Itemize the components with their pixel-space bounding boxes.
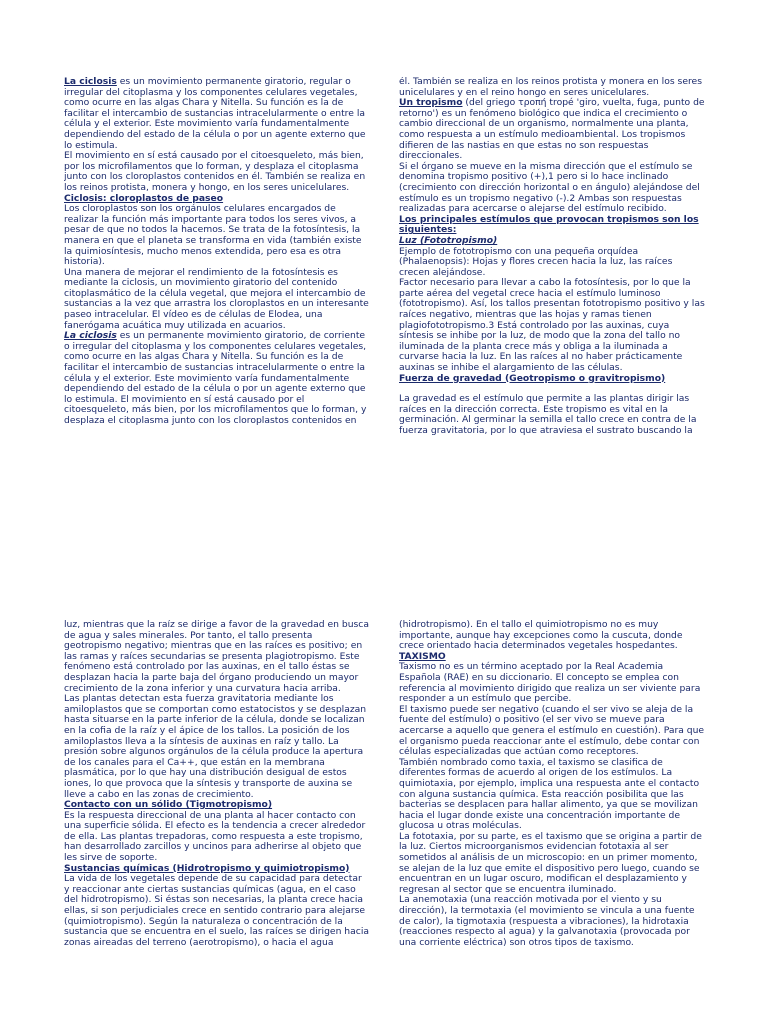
paragraph: La vida de los vegetales depende de su capacidad para detectar y reaccionar ante ciertas sustancias químicas (agua, en el caso del hidrotropismo). Si éstas son necesarias, la planta crece hacia ellas, si son perjudiciales crece en sentido contrario para alejarse (quimiotropismo). Según la naturaleza o concentración de la sustancia que se encuentra en el suelo, las raíces se dirigen hacia zonas aireadas del terreno (aerotropismo), o hacia el agua [64,873,369,948]
page1-left-column [64,77,369,449]
paragraph: él. También se realiza en los reinos protista y monera en los seres unicelulares y en el reino hongo en seres unicelulares. [399,77,702,98]
page2-left-column [64,620,369,965]
paragraph: Una manera de mejorar el rendimiento de la fotosíntesis es mediante la ciclosis, un movimiento giratorio del contenido citoplasmático de la célula vegetal, que mejora el intercambio de sustancias a la vez que arrastra los cloroplastos en un interesante paseo intracelular. El vídeo es de células de Elodea, una fanerógama acuática muy utilizada en acuarios. [64,266,369,331]
page1-right-column [399,77,705,457]
paragraph-text: es un movimiento permanente giratorio, regular o irregular del citoplasma y los componentes celulares vegetales, como ocurre en las algas Chara y Nitella. Su función es la de facilitar el intercambio de sustancias intracelularmente o entre la célula y el exterior. Este movimiento varía fundamentalmente dependiendo del estado de la célula o por un agente externo que lo estimula. [64,77,366,151]
paragraph: Las plantas detectan esta fuerza gravitatoria mediante los amiloplastos que se comportan como estatocistos y se desplazan hasta situarse en la parte inferior de la célula, donde se localizan en la cofia de la raíz y el ápice de los tallos. La posición de los amiloplastos lleva a la síntesis de auxinas en raíz y tallo. La presión sobre algunos orgánulos de la célula produce la apertura de los canales para el Ca++, que están en la membrana plasmática, por lo que hay una distribución desigual de estos iones, lo que provoca que la síntesis y transporte de auxina se lleve a cabo en las zonas de crecimiento. [64,693,367,800]
paragraph-text: (del griego τροπή tropé 'giro, vuelta, fuga, punto de retorno') es un fenómeno biológico que indica el crecimiento o cambio direccional de un organismo, normalmente una planta, como respuesta a un estímulo medioambiental. Los tropismos difieren de las nastias en que estas no son respuestas direccionales. [399,97,705,162]
section-heading: Sustancias químicas (Hidrotropismo y quimiotropismo) [64,862,350,874]
section-heading: Ciclosis: cloroplastos de paseo [64,192,224,204]
paragraph: La anemotaxia (una reacción motivada por el viento y su dirección), la termotaxia (el movimiento se vincula a una fuente de calor), la tigmotaxia (respuesta a vibraciones), la hidrotaxia (reacciones respecto al agua) y la galvanotaxia (provocada por una corriente eléctrica) son otros tipos de taxismo. [399,894,695,948]
paragraph [64,331,369,426]
term-ciclosis: La ciclosis [64,77,117,87]
paragraph: luz, mientras que la raíz se dirige a favor de la gravedad en busca de agua y sales minerales. Por tanto, el tallo presenta geotropismo negativo; mientras que en las raíces es positivo; en las ramas y raíces secundarias se presenta plagiotropismo. Este fenómeno está controlado por las auxinas, en el tallo éstas se desplazan hacia la parte baja del órgano produciendo un mayor crecimiento de la zona inferior y una curvatura hacia arriba. [64,620,369,694]
paragraph: También nombrado como taxia, el taxismo se clasifica de diferentes formas de acuerdo al origen de los estímulos. La quimiotaxia, por ejemplo, implica una respuesta ante el contacto con alguna sustancia química. Esta reacción posibilita que las bacterias se desplacen para hallar alimento, ya que se movilizan hacia el lugar donde existe una concentración importante de glucosa u otras moléculas. [399,756,700,832]
section-heading: Contacto con un sólido (Tigmotropismo) [64,799,273,811]
paragraph: Los cloroplastos son los orgánulos celulares encargados de realizar la función más importante para todos los seres vivos, a pesar de que no todos la hacemos. Se trata de la fotosíntesis, la manera en que el planeta se transforma en vida (también existe la quimiosíntesis, mucho menos extendida, pero esa es otra historia). [64,203,362,268]
paragraph: Ejemplo de fototropismo con una pequeña orquídea (Phalaenopsis): Hojas y flores crecen hacia la luz, las raíces crecen alejándose. [399,245,673,278]
paragraph: El movimiento en sí está causado por el citoesqueleto, más bien, por los microfilamentos que lo forman, y desplaza el citoplasma junto con los cloroplastos contenidos en él. También se realiza en los reinos protista, monera y hongo, en los seres unicelulares. [64,150,366,193]
paragraph: (hidrotropismo). En el tallo el quimiotropismo no es muy importante, aunque hay excepciones como la cuscuta, donde crece orientado hacia determinados vegetales hospedantes. [399,620,683,652]
paragraph-text: es un permanente movimiento giratorio, de corriente o irregular del citoplasma y los componentes celulares vegetales, como ocurre en las algas Chara y Nitella. Su función es la de facilitar el intercambio de sustancias intracelularmente o entre la célula y el exterior. Este movimiento varía fundamentalmente dependiendo del estado de la célula o por un agente externo que lo estimula. El movimiento en sí está causado por el citoesqueleto, más bien, por los microfilamentos que lo forman, y desplaza el citoplasma junto con los cloroplastos contenidos en [64,330,367,426]
paragraph [64,77,369,151]
section-heading: Los principales estímulos que provocan tropismos son los siguientes: [399,213,699,236]
paragraph [399,98,705,162]
term-ciclosis: La ciclosis [64,330,117,342]
paragraph: Si el órgano se mueve en la misma dirección que el estímulo se denomina tropismo positivo (+),1 pero si lo hace inclinado (crecimiento con dirección horizontal o en ángulo) alejándose del estímulo es un tropismo negativo (-).2 Ambas son respuestas realizadas para acercarse o alejarse del estímulo recibido. [399,160,700,215]
paragraph: Factor necesario para llevar a cabo la fotosíntesis, por lo que la parte aérea del vegetal crece hacia el estímulo luminoso (fototropismo). Así, los tallos presentan fototropismo positivo y las raíces negativo, mientras que las hojas y ramas tienen plagiofototropismo.3 Está controlado por las auxinas, cuya síntesis se inhibe por la luz, de modo que la zona del tallo no iluminada de la planta crece más y obliga a la iluminada a curvarse hacia la luz. En las raíces al no haber prácticamente auxinas se inhibe el alargamiento de las células. [399,277,705,374]
section-heading: TAXISMO [399,650,446,662]
paragraph: El taxismo puede ser negativo (cuando el ser vivo se aleja de la fuente del estímulo) o positivo (el ser vivo se mueve para acercarse a aquello que genera el estímulo en cuestión). Para que el organismo pueda reaccionar ante el estímulo, debe contar con células especializadas que actúan como receptores. [399,703,705,758]
paragraph: La fototaxia, por su parte, es el taxismo que se origina a partir de la luz. Ciertos microorganismos evidencian fototaxia al ser sometidos al análisis de un microscopio: en un primer momento, se alejan de la luz que emite el dispositivo pero luego, cuando se encuentran en un lugar oscuro, modifican el desplazamiento y regresan al sector que se encuentra iluminado. [399,830,702,895]
term-tropismo: Un tropismo [399,97,463,109]
paragraph: La gravedad es el estímulo que permite a las plantas dirigir las raíces en la dirección correcta. Este tropismo es vital en la germinación. Al germinar la semilla el tallo crece en contra de la fuerza gravitatoria, por lo que atraviesa el sustrato buscando la [399,393,697,436]
section-heading: Fuerza de gravedad (Geotropismo o gravitropismo) [399,372,666,384]
page2-right-column [399,620,705,965]
paragraph: Es la respuesta direccional de una planta al hacer contacto con una superficie sólida. El efecto es la tendencia a crecer alrededor de ella. Las plantas trepadoras, como respuesta a este tropismo, han desarrollado zarcillos y uncinos para adherirse al objeto que les sirve de soporte. [64,809,366,864]
paragraph: Taxismo no es un término aceptado por la Real Academia Española (RAE) en su diccionario. El concepto se emplea con referencia al movimiento dirigido que realiza un ser viviente para responder a un estímulo que percibe. [399,661,701,705]
subsection-heading: Luz (Fototropismo) [399,234,498,246]
